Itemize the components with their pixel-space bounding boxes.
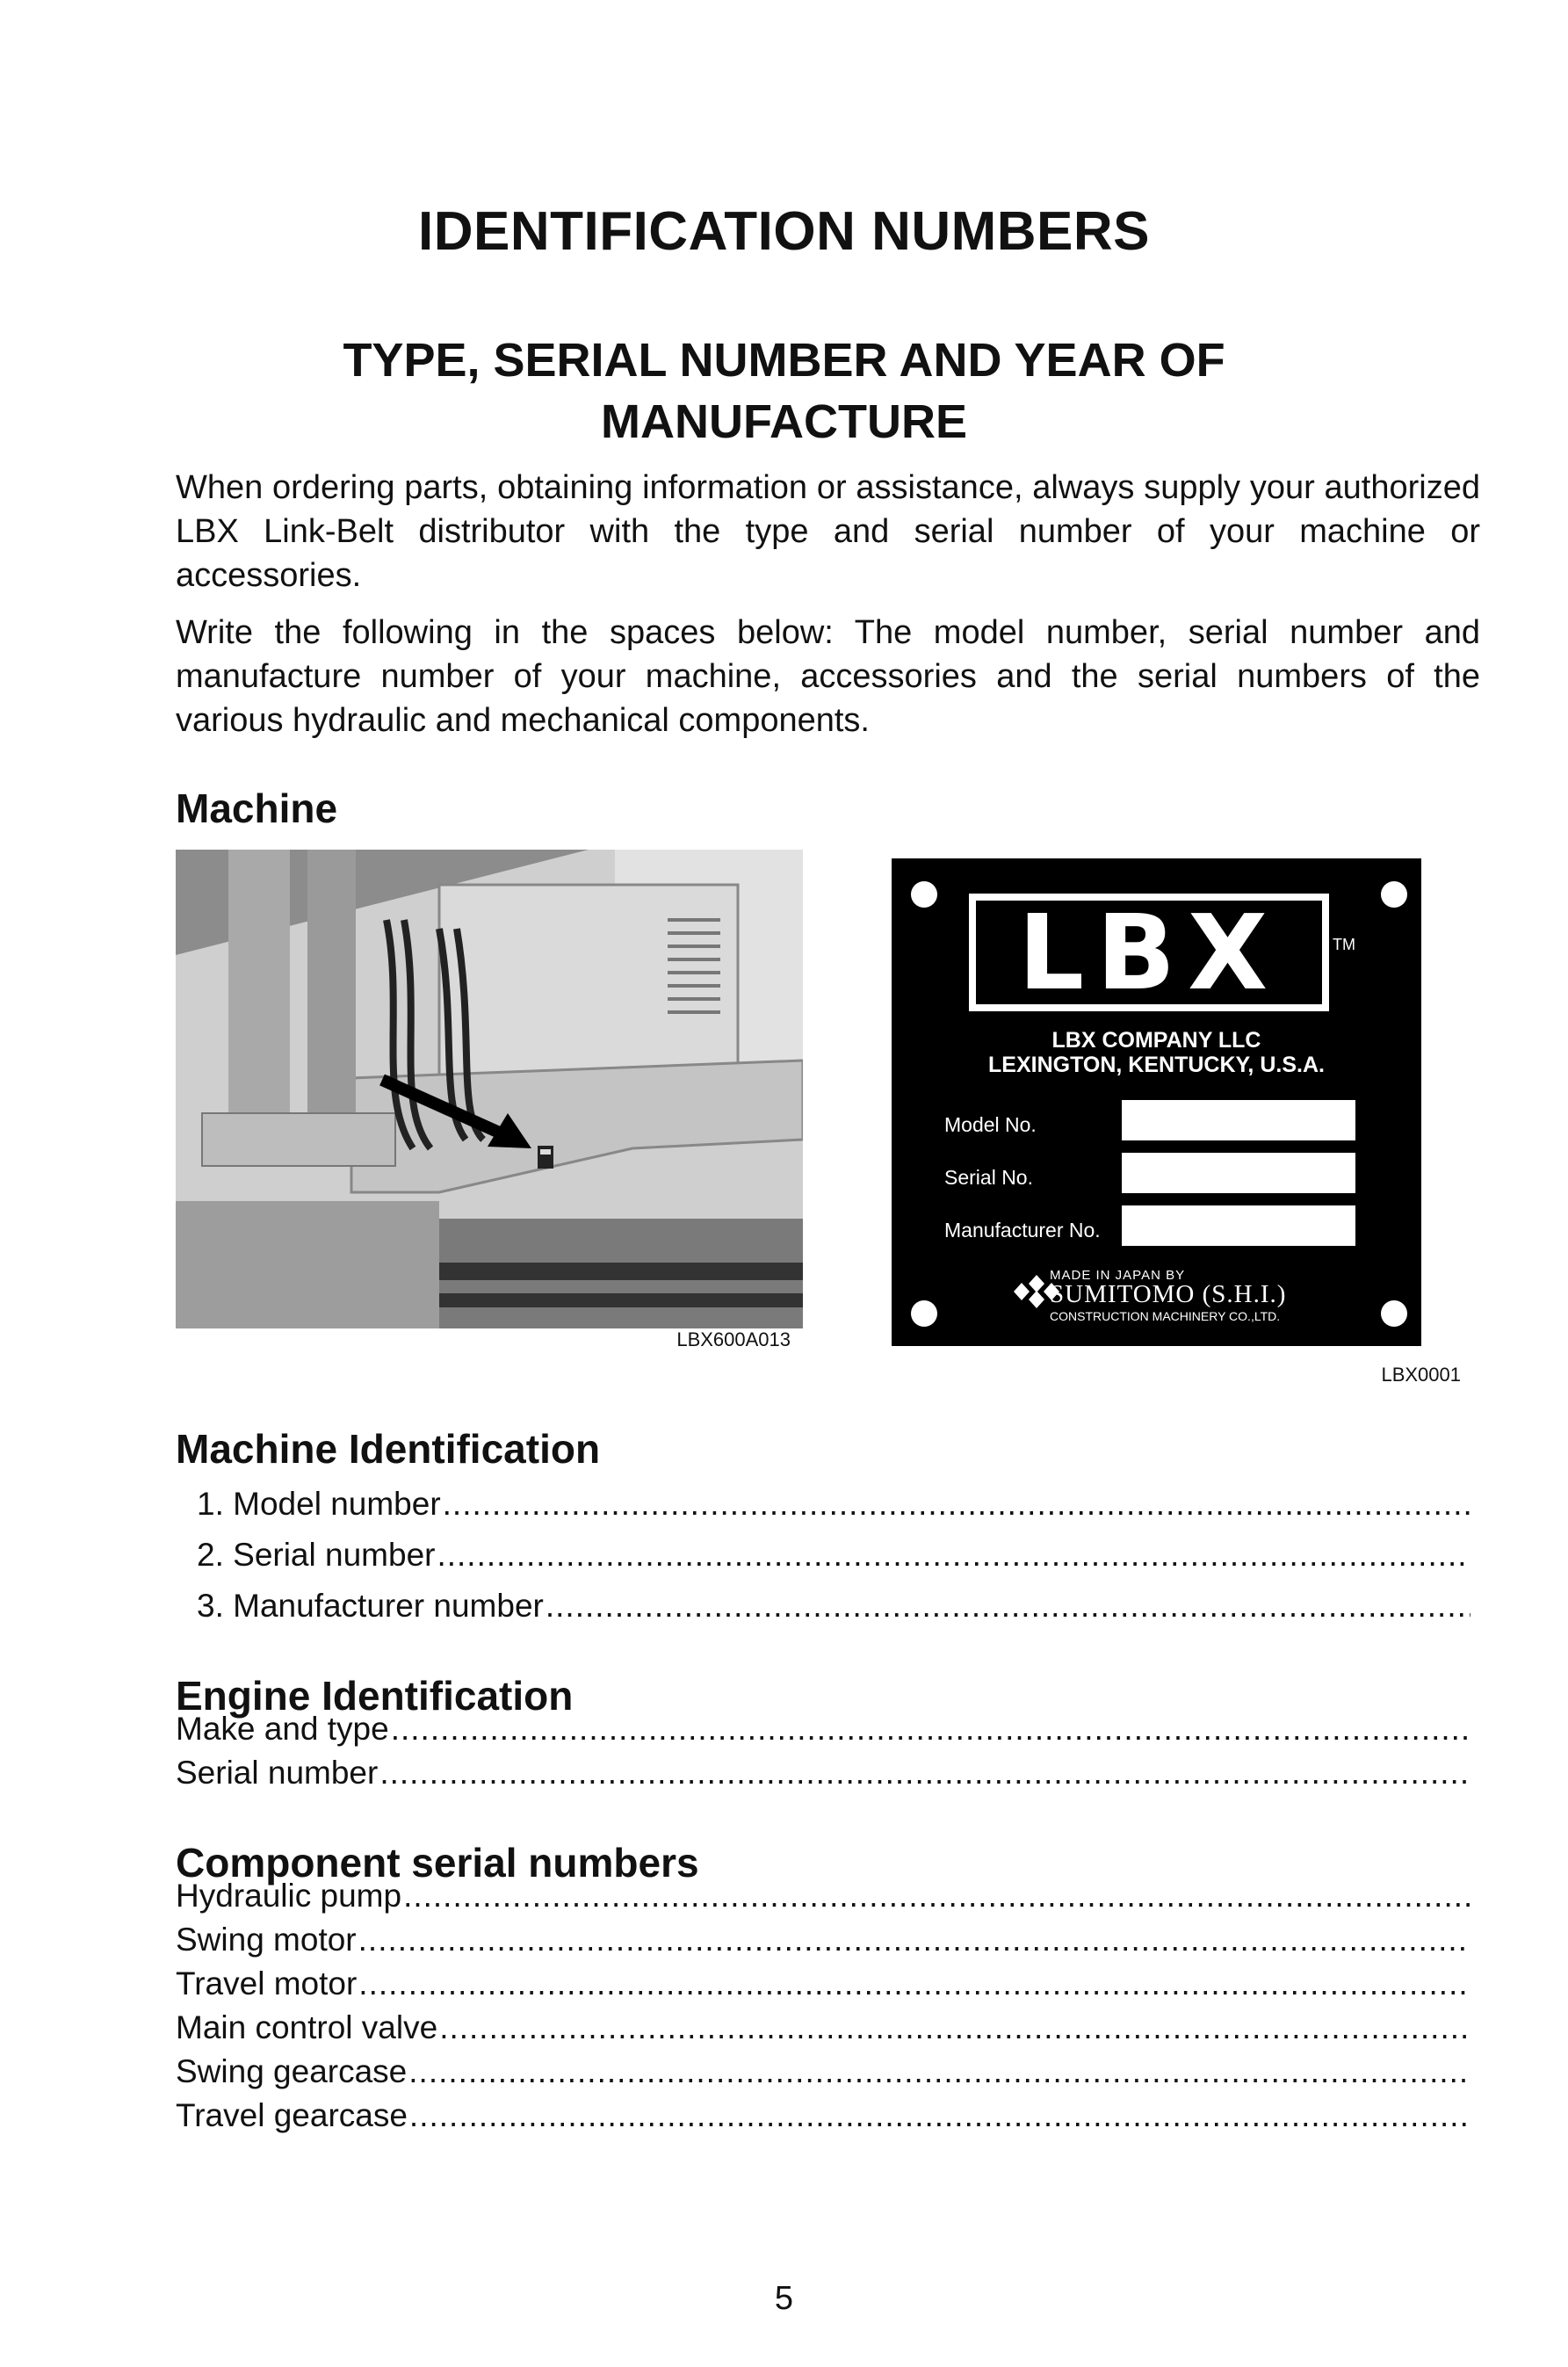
intro-paragraph-1: When ordering parts, obtaining information or assistance, always supply your authorized LBX Link-Belt distributor with the type and serial number of your machine or accessories. <box>176 469 1480 594</box>
machine-photo-illustration <box>176 850 803 1328</box>
machine-photo <box>176 850 803 1350</box>
fill-line <box>408 2050 1470 2094</box>
lbx-logo-text: LBX <box>1017 892 1281 1013</box>
serial-number-label: 2. Serial number <box>197 1537 436 1573</box>
model-number-label: 1. Model number <box>197 1486 441 1522</box>
manufacturer-number-label: 3. Manufacturer number <box>197 1588 544 1624</box>
identification-plate <box>892 858 1421 1346</box>
swing-gearcase-label: Swing gearcase <box>176 2053 408 2089</box>
intro-paragraph-2: Write the following in the spaces below: The model number, serial number and manufacture number of your machine, accessories and the serial numbers of the various hydraulic and mechanical components. <box>176 614 1480 739</box>
maker-name: SUMITOMO (S.H.I.) <box>1050 1280 1287 1308</box>
serial-no-label: Serial No. <box>944 1166 1033 1189</box>
fill-line <box>437 1533 1470 1577</box>
photo-caption: LBX600A013 <box>676 1328 791 1350</box>
plate-location: LEXINGTON, KENTUCKY, U.S.A. <box>988 1053 1325 1077</box>
fill-line <box>391 1707 1470 1751</box>
list-item <box>176 1962 1470 2006</box>
page-number: 5 <box>774 2280 794 2317</box>
engine-identification-list <box>176 1707 1470 1795</box>
machine-heading: Machine <box>176 785 338 831</box>
plate-hole-bottom-right <box>1381 1300 1407 1327</box>
make-and-type-label: Make and type <box>176 1711 389 1747</box>
list-item <box>176 1918 1470 1962</box>
machine-identification-list <box>197 1482 1470 1628</box>
fill-line <box>546 1584 1470 1628</box>
travel-gearcase-label: Travel gearcase <box>176 2097 408 2133</box>
list-item <box>176 1874 1470 1918</box>
hydraulic-pump-label: Hydraulic pump <box>176 1878 402 1914</box>
plate-hole-top-right <box>1381 881 1407 908</box>
fill-line <box>379 1751 1470 1795</box>
fill-line <box>409 2094 1470 2138</box>
subtitle-line-2: MANUFACTURE <box>601 395 967 448</box>
manufacturer-no-box <box>1122 1205 1355 1246</box>
list-item <box>197 1584 1470 1628</box>
plate-hole-top-left <box>911 881 937 908</box>
component-serials-list <box>176 1874 1470 2138</box>
plate-hole-bottom-left <box>911 1300 937 1327</box>
subtitle-line-1: TYPE, SERIAL NUMBER AND YEAR OF <box>343 334 1225 387</box>
main-control-valve-label: Main control valve <box>176 2009 438 2045</box>
model-no-box <box>1122 1100 1355 1140</box>
model-no-label: Model No. <box>944 1113 1037 1136</box>
fill-line <box>358 1962 1470 2006</box>
list-item <box>176 1751 1470 1795</box>
list-item <box>176 1707 1470 1751</box>
component-serials-heading: Component serial numbers <box>176 1840 699 1886</box>
engine-identification-heading: Engine Identification <box>176 1673 574 1719</box>
list-item <box>197 1533 1470 1577</box>
lbx-logo <box>969 894 1329 1011</box>
section-subtitle <box>0 329 1568 452</box>
made-in-label: MADE IN JAPAN BY <box>1050 1268 1186 1283</box>
fill-line <box>443 1482 1470 1526</box>
engine-serial-number-label: Serial number <box>176 1755 379 1791</box>
list-item <box>176 2050 1470 2094</box>
serial-no-box <box>1122 1153 1355 1193</box>
machine-identification-heading: Machine Identification <box>176 1426 601 1472</box>
fill-line <box>439 2006 1470 2050</box>
list-item <box>197 1482 1470 1526</box>
plate-caption: LBX0001 <box>1381 1364 1461 1386</box>
swing-motor-label: Swing motor <box>176 1922 357 1958</box>
travel-motor-label: Travel motor <box>176 1965 358 2001</box>
plate-company: LBX COMPANY LLC <box>1051 1028 1261 1053</box>
fill-line <box>358 1918 1470 1962</box>
list-item <box>176 2094 1470 2138</box>
fill-line <box>403 1874 1470 1918</box>
maker-subtitle: CONSTRUCTION MACHINERY CO.,LTD. <box>1050 1309 1281 1323</box>
trademark-mark: TM <box>1333 936 1355 953</box>
page-title: IDENTIFICATION NUMBERS <box>417 201 1151 262</box>
manufacturer-no-label: Manufacturer No. <box>944 1219 1101 1241</box>
list-item <box>176 2006 1470 2050</box>
